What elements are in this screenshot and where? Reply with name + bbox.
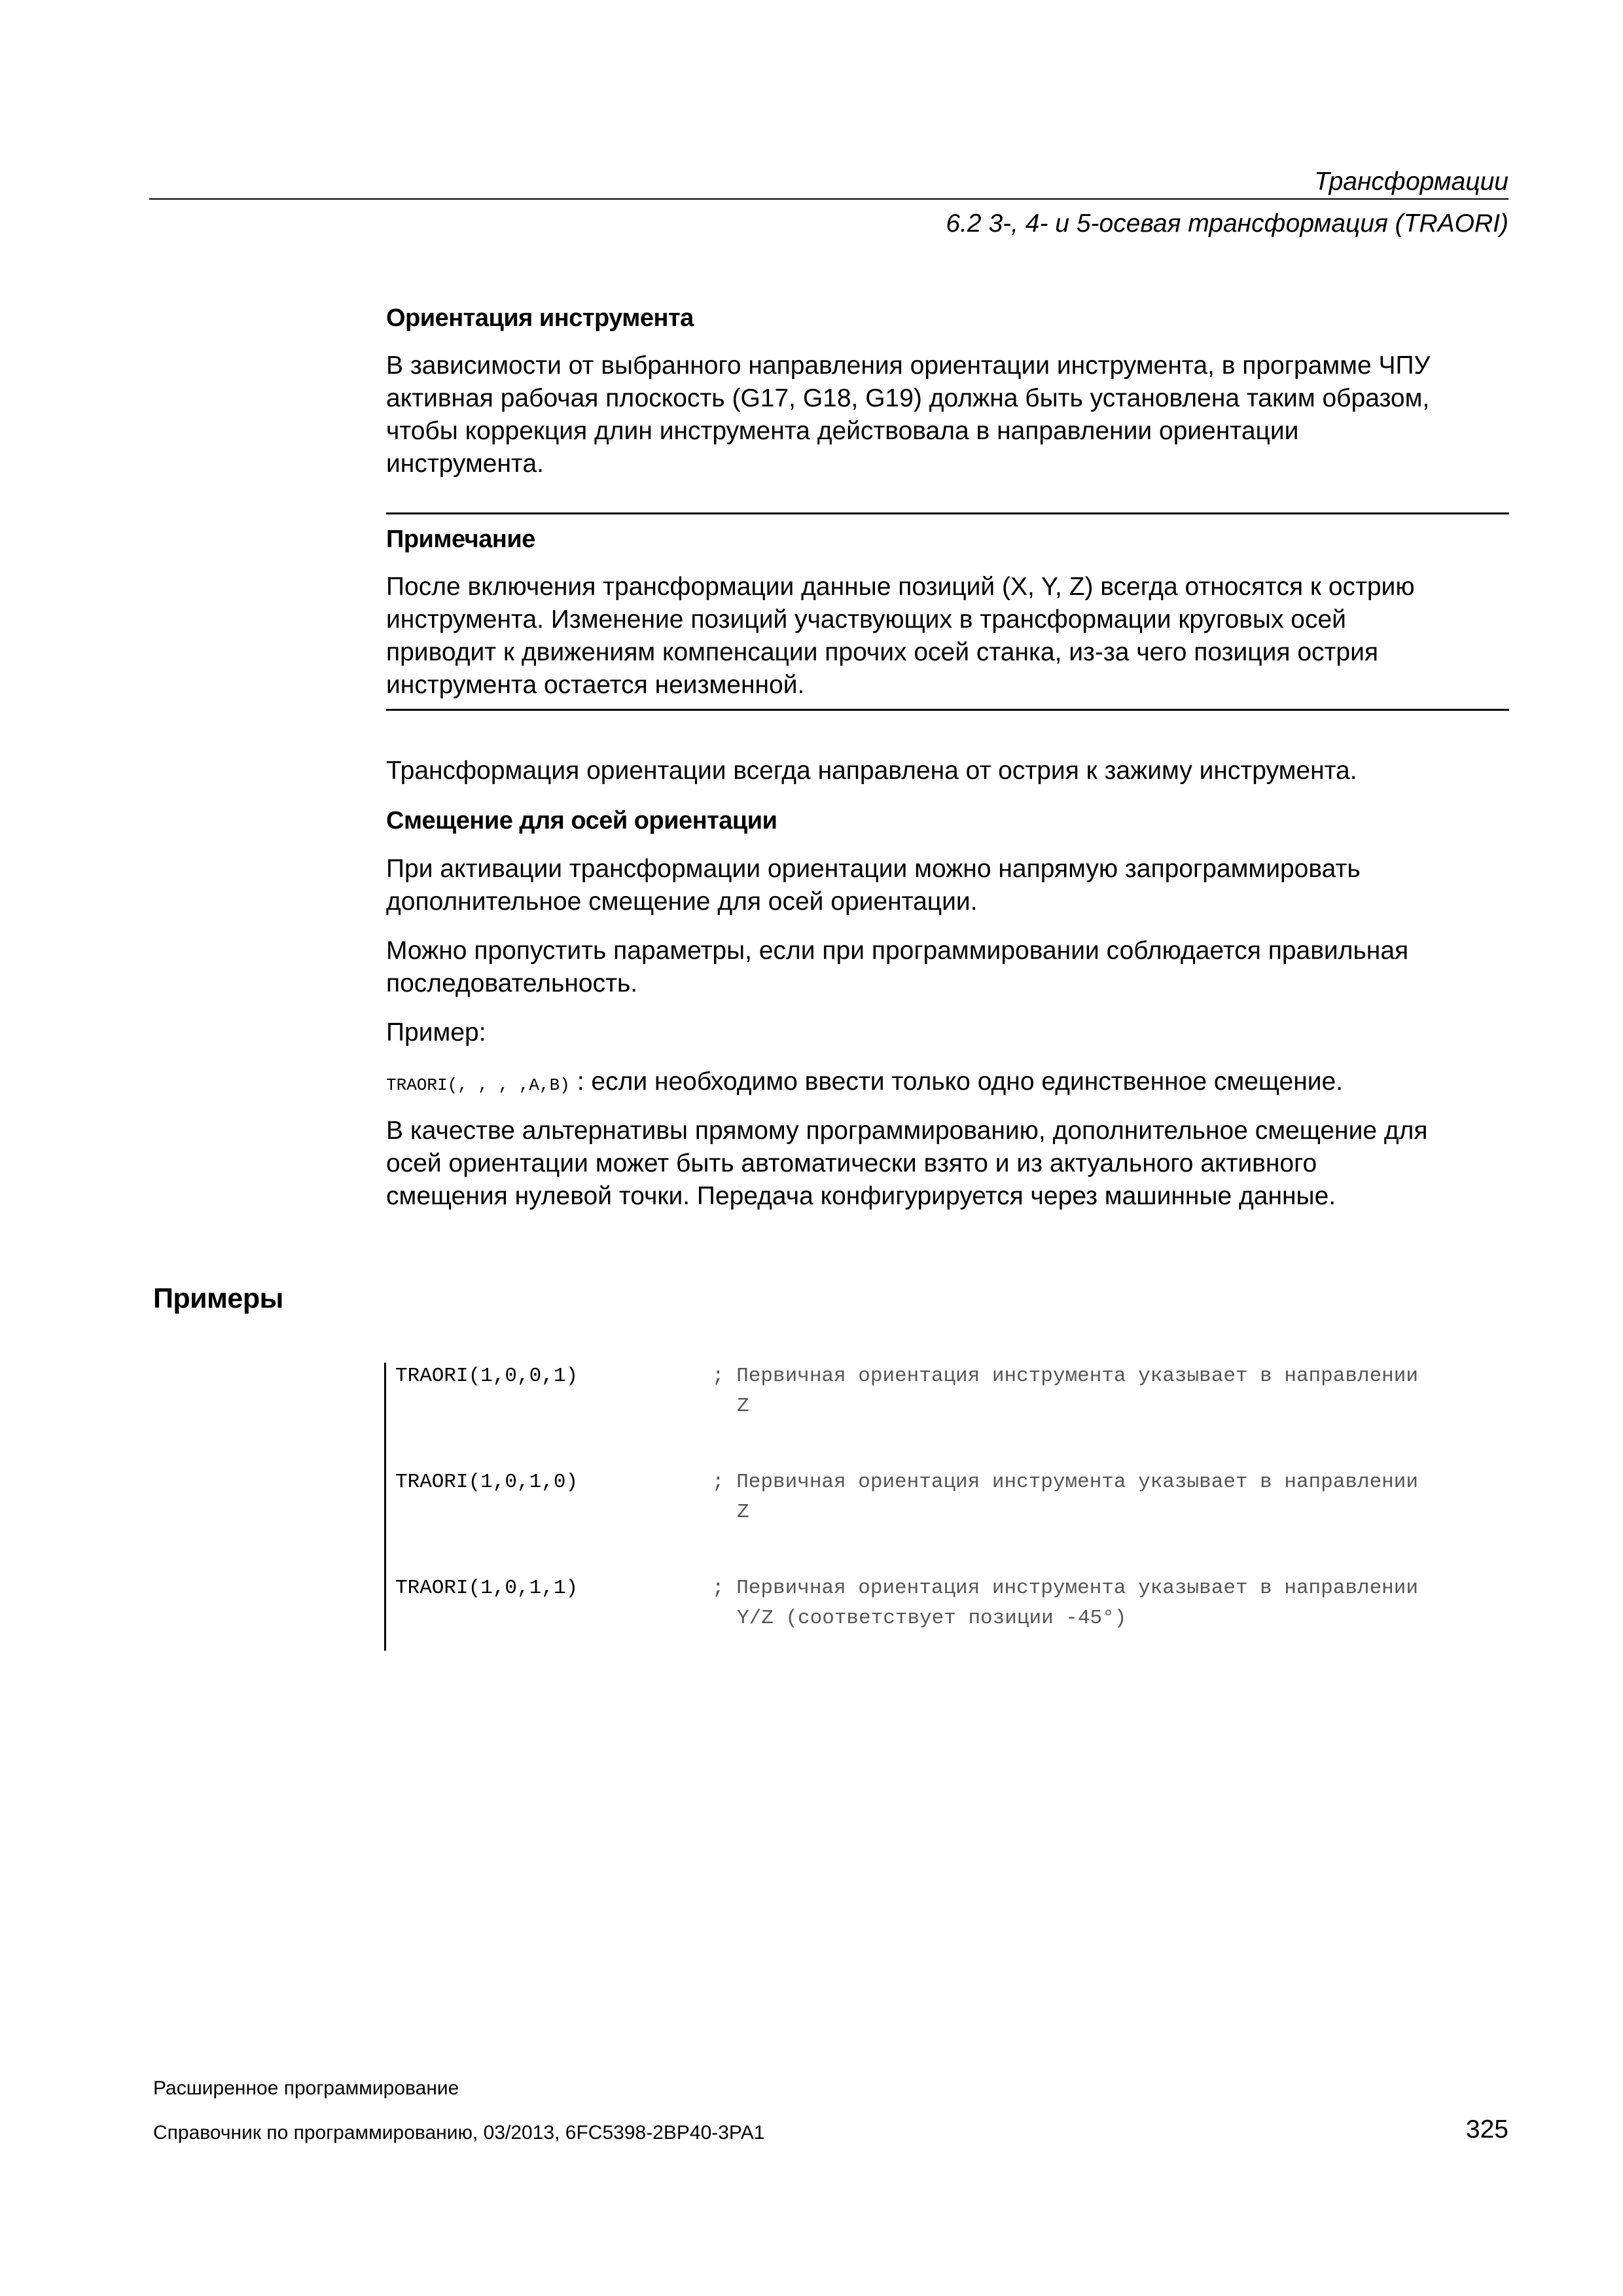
code-comment: Y/Z (соответствует позиции -45°) [737, 1607, 1127, 1630]
code-comment: ; Первичная ориентация инструмента указывает в направлении [712, 1577, 1418, 1600]
example-line [386, 1066, 1512, 1102]
running-header-chapter: Трансформации [1314, 168, 1508, 196]
note-heading: Примечание [386, 526, 535, 553]
note-bottom-rule [386, 709, 1509, 711]
examples-heading: Примеры [153, 1283, 283, 1314]
offset-para1-line: дополнительное смещение для осей ориентации. [386, 888, 978, 916]
tool-orientation-heading: Ориентация инструмента [386, 304, 694, 332]
offset-para2-line: последовательность. [386, 969, 638, 997]
example-code: TRAORI(, , , ,A,B) [386, 1075, 570, 1095]
code-block-bar [384, 1363, 386, 1651]
tool-orientation-line: активная рабочая плоскость (G17, G18, G19) должна быть установлена таким образом, [386, 384, 1430, 412]
note-line: После включения трансформации данные позиций (X, Y, Z) всегда относятся к острию [386, 573, 1415, 601]
note-line: инструмента остается неизменной. [386, 671, 805, 699]
offset-para2-line: Можно пропустить параметры, если при программировании соблюдается правильная [386, 937, 1409, 965]
footer-manual-info: Справочник по программированию, 03/2013, 6FC5398-2BP40-3PA1 [153, 2122, 765, 2144]
code-command: TRAORI(1,0,0,1) [395, 1365, 579, 1388]
tool-orientation-line: В зависимости от выбранного направления ориентации инструмента, в программе ЧПУ [386, 351, 1431, 380]
note-line: приводит к движениям компенсации прочих осей станка, из-за чего позиция острия [386, 638, 1378, 666]
example-text: : если необходимо ввести только одно единственное смещение. [577, 1067, 1344, 1096]
running-header-section: 6.2 3-, 4- и 5-осевая трансформация (TRAORI) [946, 209, 1508, 238]
code-comment: ; Первичная ориентация инструмента указывает в направлении [712, 1365, 1418, 1388]
code-command: TRAORI(1,0,1,1) [395, 1577, 579, 1600]
note-top-rule [386, 512, 1509, 514]
code-comment: ; Первичная ориентация инструмента указывает в направлении [712, 1471, 1418, 1494]
offset-heading: Смещение для осей ориентации [386, 807, 777, 834]
tool-orientation-line: инструмента. [386, 450, 544, 478]
code-comment: Z [737, 1395, 749, 1418]
direction-text: Трансформация ориентации всегда направлена от острия к зажиму инструмента. [386, 757, 1357, 785]
code-command: TRAORI(1,0,1,0) [395, 1471, 579, 1494]
footer-book-title: Расширенное программирование [153, 2077, 459, 2099]
tool-orientation-line: чтобы коррекция длин инструмента действовала в направлении ориентации [386, 417, 1299, 445]
code-comment: Z [737, 1501, 749, 1524]
offset-para1-line: При активации трансформации ориентации можно напрямую запрограммировать [386, 855, 1361, 883]
header-rule [149, 198, 1508, 200]
example-label: Пример: [386, 1018, 486, 1047]
offset-para3-line: смещения нулевой точки. Передача конфигурируется через машинные данные. [386, 1182, 1336, 1210]
page-number: 325 [1465, 2115, 1508, 2144]
offset-para3-line: В качестве альтернативы прямому программированию, дополнительное смещение для [386, 1117, 1428, 1145]
offset-para3-line: осей ориентации может быть автоматически взято и из актуального активного [386, 1149, 1317, 1177]
note-line: инструмента. Изменение позиций участвующих в трансформации круговых осей [386, 605, 1346, 634]
